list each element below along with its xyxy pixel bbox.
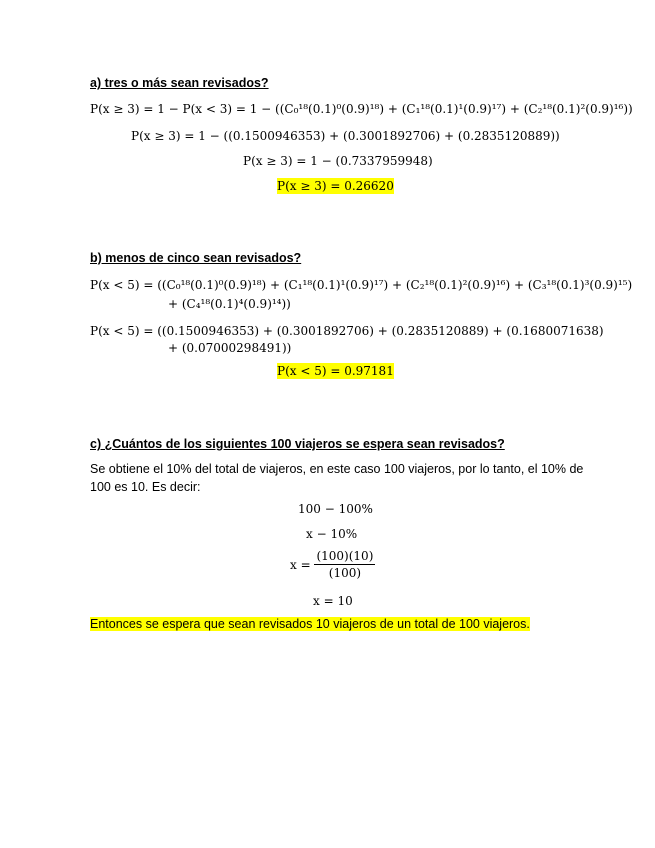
section-b-equation-2-line-1: P(x < 5) = ((0.1500946353) + (0.3001892706) + (0.2835120889) + (0.1680071638) xyxy=(90,324,604,338)
section-b-equation-1-line-1: P(x < 5) = ((C₀¹⁸(0.1)⁰(0.9)¹⁸) + (C₁¹⁸(0.1)¹(0.9)¹⁷) + (C₂¹⁸(0.1)²(0.9)¹⁶) + (C₃¹⁸(0.1)³(0.9)¹⁵) xyxy=(90,278,633,292)
section-b-heading: b) menos de cinco sean revisados? xyxy=(90,251,302,265)
section-c-fraction-equation xyxy=(290,548,375,581)
fraction-denominator: (100) xyxy=(328,566,362,580)
fraction-numerator: (100)(10) xyxy=(316,549,374,563)
fraction xyxy=(314,548,375,581)
section-a-equation-3: P(x ≥ 3) = 1 − (0.7337959948) xyxy=(243,154,433,168)
section-b-equation-1-line-2: + (C₄¹⁸(0.1)⁴(0.9)¹⁴)) xyxy=(168,297,291,311)
section-c-line-2: x − 10% xyxy=(306,527,358,541)
section-c-line-1: 100 − 100% xyxy=(298,502,373,516)
fraction-lhs: x = xyxy=(290,557,311,572)
section-c-line-4: x = 10 xyxy=(313,594,353,608)
section-a-heading: a) tres o más sean revisados? xyxy=(90,76,269,90)
section-c-paragraph: Se obtiene el 10% del total de viajeros, en este caso 100 viajeros, por lo tanto, el 10% de 100 es 10. Es decir: xyxy=(90,462,584,494)
section-b-result: P(x < 5) = 0.97181 xyxy=(277,364,394,378)
section-c-conclusion-text: Entonces se espera que sean revisados 10 viajeros de un total de 100 viajeros. xyxy=(90,617,530,631)
section-a-equation-1 xyxy=(90,101,633,117)
section-a-result: P(x ≥ 3) = 0.26620 xyxy=(277,179,394,193)
section-c-conclusion xyxy=(90,616,530,632)
section-b-equation-2-line-2: + (0.07000298491)) xyxy=(168,341,292,355)
section-a-equation-1-text: P(x ≥ 3) = 1 − P(x < 3) = 1 − ((C₀¹⁸(0.1)⁰(0.9)¹⁸) + (C₁¹⁸(0.1)¹(0.9)¹⁷) + (C₂¹⁸(0.1)²(0.9)¹⁶)) xyxy=(90,102,633,116)
section-c-heading: c) ¿Cuántos de los siguientes 100 viajeros se espera sean revisados? xyxy=(90,437,505,451)
section-a-equation-2: P(x ≥ 3) = 1 − ((0.1500946353) + (0.3001892706) + (0.2835120889)) xyxy=(131,129,560,143)
